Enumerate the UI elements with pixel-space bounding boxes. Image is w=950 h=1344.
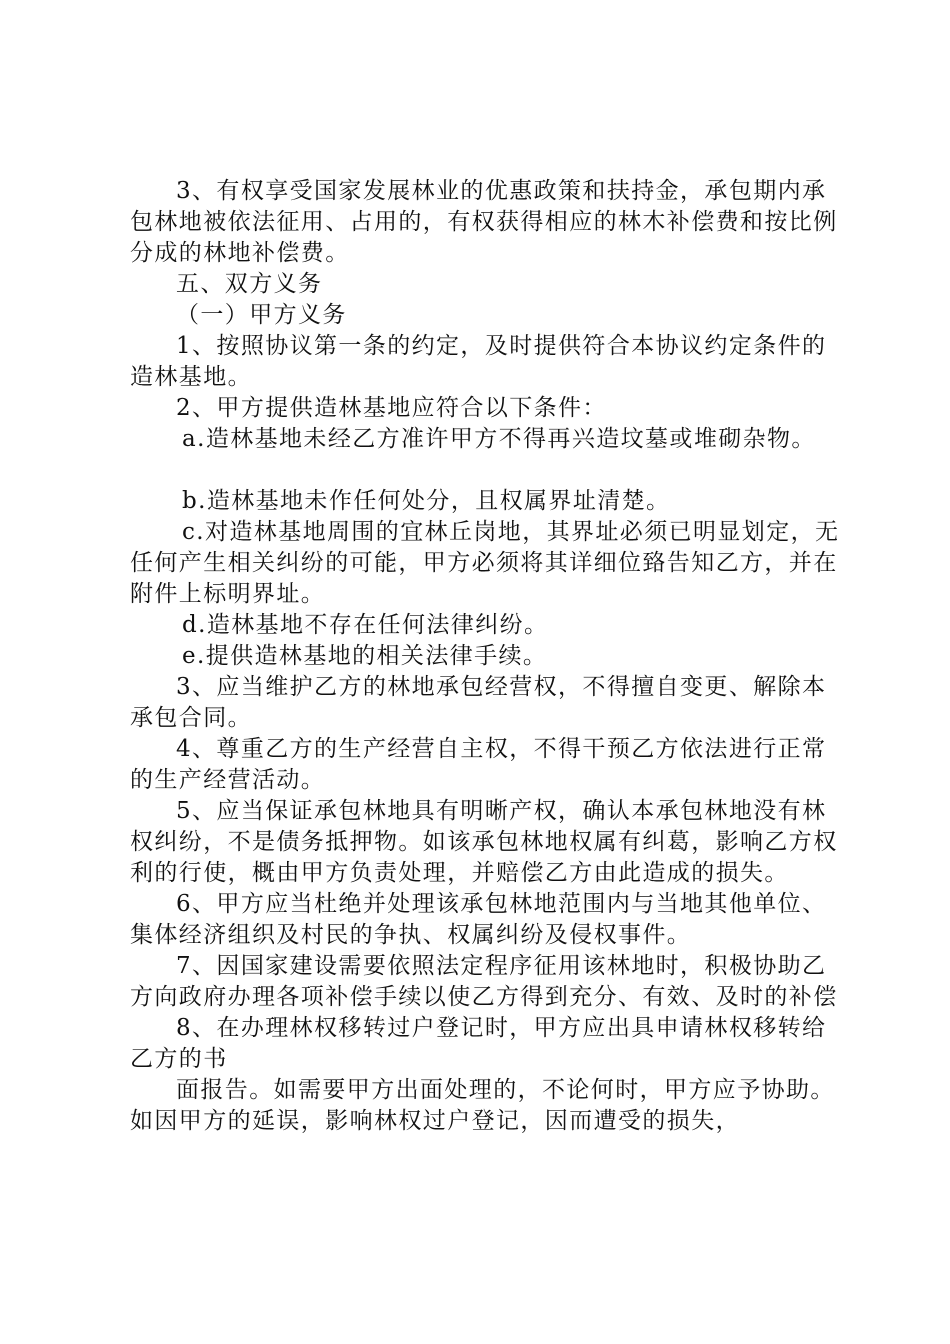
section-heading-mutual-obligations: 五、双方义务 bbox=[176, 271, 323, 297]
paragraph-obligation-6: 6、甲方应当杜绝并处理该承包林地范围内与当地其他单位、集体经济组织及村民的争执、权属纠纷及侵权事件。 bbox=[130, 891, 827, 948]
paragraph-obligation-3: 3、应当维护乙方的林地承包经营权，不得擅自变更、解除本承包合同。 bbox=[130, 674, 827, 731]
paragraph-obligation-5: 5、应当保证承包林地具有明晰产权，确认本承包林地没有林权纠纷，不是债务抵押物。如该承包林地权属有纠葛，影响乙方权利的行使，概由甲方负责处理，并赔偿乙方由此造成的损失。 bbox=[130, 798, 838, 886]
condition-item-a: a.造林基地未经乙方准许甲方不得再兴造坟墓或堆砌杂物。 bbox=[182, 426, 816, 452]
paragraph-obligation-8-continued: 面报告。如需要甲方出面处理的，不论何时，甲方应予协助。如因甲方的延误，影响林权过户登记，因而遭受的损失， bbox=[130, 1077, 835, 1134]
subsection-heading-party-a-obligations: （一）甲方义务 bbox=[176, 302, 347, 328]
condition-item-c: c.对造林基地周围的宜林丘岗地，其界址必须已明显划定，无任何产生相关纠纷的可能，甲方必须将其详细位臵告知乙方，并在附件上标明界址。 bbox=[130, 519, 840, 607]
document-body bbox=[130, 176, 842, 1137]
paragraph-obligation-7: 7、因国家建设需要依照法定程序征用该林地时，积极协助乙方向政府办理各项补偿手续以使乙方得到充分、有效、及时的补偿 bbox=[130, 953, 838, 1010]
paragraph-obligation-8: 8、在办理林权移转过户登记时，甲方应出具申请林权移转给乙方的书 bbox=[130, 1015, 827, 1072]
paragraph-obligation-2: 2、甲方提供造林基地应符合以下条件： bbox=[176, 395, 607, 421]
condition-item-b: b.造林基地未作任何处分，且权属界址清楚。 bbox=[182, 488, 671, 514]
condition-item-e: e.提供造林基地的相关法律手续。 bbox=[182, 643, 548, 669]
condition-item-d: d.造林基地不存在任何法律纠纷。 bbox=[182, 612, 549, 638]
paragraph-right-3: 3、有权享受国家发展林业的优惠政策和扶持金，承包期内承包林地被依法征用、占用的，有权获得相应的林木补偿费和按比例分成的林地补偿费。 bbox=[130, 178, 838, 266]
paragraph-obligation-4: 4、尊重乙方的生产经营自主权，不得干预乙方依法进行正常的生产经营活动。 bbox=[130, 736, 827, 793]
paragraph-obligation-1: 1、按照协议第一条的约定，及时提供符合本协议约定条件的造林基地。 bbox=[130, 333, 827, 390]
